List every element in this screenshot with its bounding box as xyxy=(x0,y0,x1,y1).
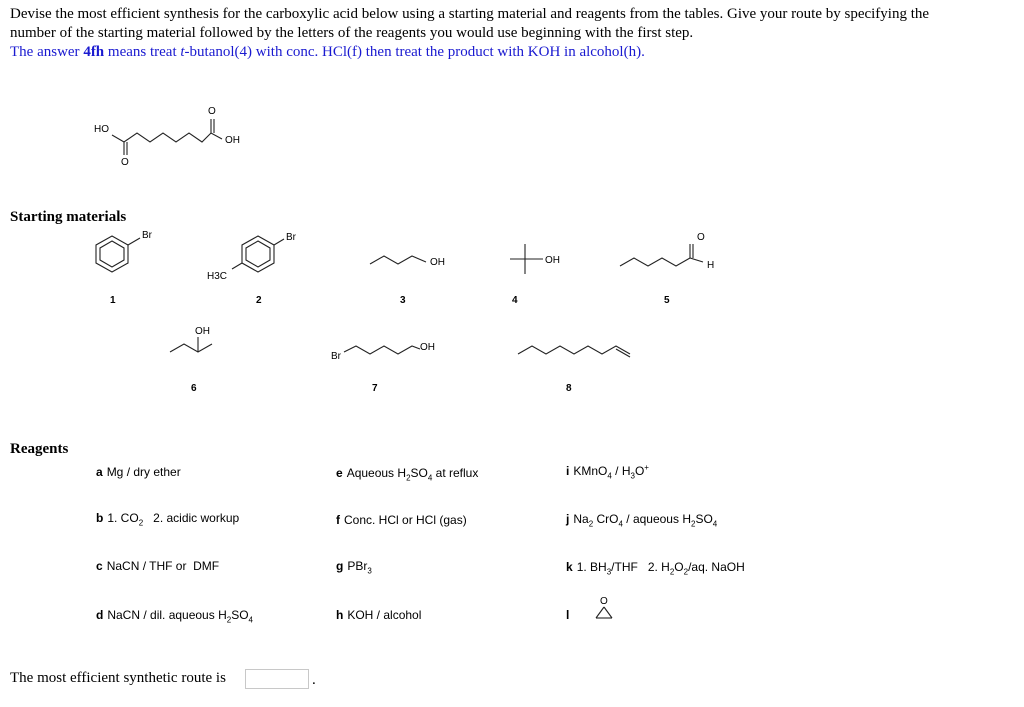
instructions-line-1: Devise the most efficient synthesis for the carboxylic acid below using a starting material and reagents from the tables. Give your route by specifying the xyxy=(10,6,930,22)
sm1-br-label: Br xyxy=(142,230,152,241)
sm2-number: 2 xyxy=(256,295,262,306)
sm6-number: 6 xyxy=(191,383,197,394)
sm5-number: 5 xyxy=(664,295,670,306)
sm8-number: 8 xyxy=(566,383,572,394)
target-o-label-1: O xyxy=(121,157,129,168)
sm2-br-label: Br xyxy=(286,232,296,243)
reagent-l: l xyxy=(566,608,570,622)
example-middle: means treat xyxy=(104,44,181,60)
sm6-oh-label: OH xyxy=(195,326,210,337)
target-o-label-2: O xyxy=(208,106,216,117)
sm3-number: 3 xyxy=(400,295,406,306)
sm2-h3c-label: H3C xyxy=(207,271,228,282)
reagent-h: h KOH / alcohol xyxy=(336,608,422,622)
reagent-b: b 1. $CO_2$ 2. acidic workup xyxy=(96,511,240,528)
sm7-oh-label: OH xyxy=(420,342,435,353)
example-t: t xyxy=(180,44,185,60)
epoxide-o-label: O xyxy=(600,596,608,607)
sm4-number: 4 xyxy=(512,295,518,306)
reagent-j: j $Na_2$ CrO$_4$ / aqueous $H_2SO_4$ xyxy=(566,512,718,529)
starting-material-2 xyxy=(207,232,297,306)
starting-material-1 xyxy=(96,230,153,306)
starting-material-6 xyxy=(170,326,212,394)
answer-input[interactable] xyxy=(245,669,309,689)
reagent-l-epoxide xyxy=(596,596,612,618)
reagent-i: i KMnO$_4$ / $H_3O^+$ xyxy=(566,463,649,481)
reagents-heading: Reagents xyxy=(10,441,69,457)
sm7-br-label: Br xyxy=(331,351,341,362)
starting-material-7 xyxy=(331,342,435,394)
starting-material-8 xyxy=(518,346,630,394)
target-carboxylic-acid xyxy=(94,106,240,168)
sm3-oh-label: OH xyxy=(430,257,445,268)
answer-trailing-period: . xyxy=(312,672,316,688)
sm5-h-label: H xyxy=(707,260,715,271)
starting-material-4 xyxy=(510,244,560,306)
reagent-a: a Mg / dry ether xyxy=(96,465,181,479)
starting-materials-heading: Starting materials xyxy=(10,209,127,225)
reagent-e: e Aqueous $H_2SO_4$ at reflux xyxy=(336,466,479,483)
sm1-number: 1 xyxy=(110,295,116,306)
reagent-k: k 1. $BH_3$/THF 2. $H_2O_2/aq$. NaOH xyxy=(566,560,745,577)
reagent-d: d NaCN / dil. aqueous $H_2SO_4$ xyxy=(96,608,253,625)
instructions-line-2: number of the starting material followed by the letters of the reagents you would use beginning with the first step. xyxy=(10,25,694,41)
example-rest: -butanol(4) with conc. HCl(f) then treat the product with KOH in alcohol(h). xyxy=(184,44,645,60)
starting-material-5 xyxy=(620,232,714,306)
reagent-c: c NaCN / THF or DMF xyxy=(96,559,220,573)
target-oh-label: OH xyxy=(225,135,240,146)
target-ho-label: HO xyxy=(94,124,109,135)
example-code: 4fh xyxy=(83,44,105,60)
reagent-g: g PBr$_3$ xyxy=(336,559,372,576)
sm5-o-label: O xyxy=(697,232,705,243)
example-prefix: The answer xyxy=(10,44,84,60)
answer-label: The most efficient synthetic route is xyxy=(10,670,226,686)
sm7-number: 7 xyxy=(372,383,378,394)
starting-material-3 xyxy=(370,256,445,306)
sm4-oh-label: OH xyxy=(545,255,560,266)
reagent-f: f Conc. HCl or HCl (gas) xyxy=(336,513,467,527)
